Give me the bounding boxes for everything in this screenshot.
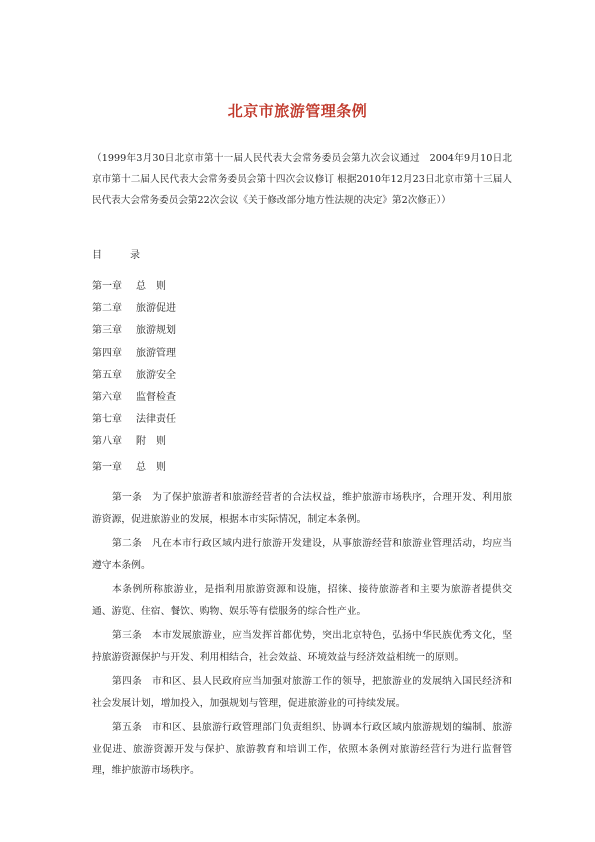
article-paragraph	[92, 625, 512, 668]
toc-chapter-number: 第七章	[92, 414, 122, 426]
article-paragraph	[92, 487, 512, 530]
toc-chapter-name: 总 则	[136, 281, 166, 292]
toc-item	[92, 409, 176, 431]
article-label: 第二条	[112, 538, 143, 549]
toc-chapter-name: 法律责任	[136, 414, 176, 426]
article-paragraph	[92, 717, 512, 782]
toc-chapter-name: 旅游规划	[136, 325, 176, 337]
chapter-name: 总 则	[136, 462, 166, 473]
toc-heading	[92, 246, 140, 261]
document-title: 北京市旅游管理条例	[227, 102, 368, 120]
chapter-number: 第一章	[92, 462, 122, 473]
chapter-heading	[92, 458, 166, 473]
toc-chapter-number: 第三章	[92, 325, 122, 337]
document-preamble: （1999年3月30日北京市第十一届人民代表大会常务委员会第九次会议通过 2004年9月10日北京市第十二届人民代表大会常务委员会第十四次会议修订 根据2010年12月23日北京市第十三届人民代表大会常务委员会第22次会议《关于修改部分地方性法规的决定》第2次修正））	[92, 153, 512, 206]
article-paragraph	[92, 533, 512, 576]
toc-chapter-number: 第一章	[92, 281, 122, 292]
article-text: 市和区、县旅游行政管理部门负责组织、协调本行政区域内旅游规划的编制、旅游业促进、旅游资源开发与保护、旅游教育和培训工作，依照本条例对旅游经营行为进行监督管理，维护旅游市场秩序。	[92, 722, 513, 776]
article-text: 凡在本市行政区域内进行旅游开发建设，从事旅游经营和旅游业管理活动，均应当遵守本条例。	[92, 538, 513, 571]
article-text: 市和区、县人民政府应当加强对旅游工作的领导，把旅游业的发展纳入国民经济和社会发展计划，增加投入，加强规划与管理，促进旅游业的可持续发展。	[92, 676, 513, 709]
toc-item	[92, 298, 176, 320]
toc-item	[92, 431, 176, 453]
toc-chapter-number: 第六章	[92, 391, 122, 403]
toc-item	[92, 343, 176, 365]
article-text: 本条例所称旅游业，是指利用旅游资源和设施，招徕、接待旅游者和主要为旅游者提供交通、游览、住宿、餐饮、购物、娱乐等有偿服务的综合性产业。	[92, 584, 512, 617]
toc-chapter-number: 第五章	[92, 369, 122, 381]
toc-item	[92, 365, 176, 387]
article-label: 第三条	[112, 630, 143, 641]
toc-chapter-name: 旅游促进	[136, 303, 176, 315]
chapter-body	[92, 487, 512, 782]
toc-chapter-name: 附 则	[136, 436, 166, 448]
toc-chapter-number: 第八章	[92, 436, 122, 448]
toc-heading-char-2: 录	[130, 250, 140, 261]
article-text: 为了保护旅游者和旅游经营者的合法权益，维护旅游市场秩序，合理开发、利用旅游资源，促进旅游业的发展，根据本市实际情况，制定本条例。	[92, 492, 513, 525]
article-paragraph	[92, 671, 512, 714]
toc-heading-char-1: 目	[92, 250, 102, 261]
article-label: 第一条	[112, 492, 143, 503]
toc-chapter-number: 第四章	[92, 347, 122, 359]
table-of-contents	[92, 276, 176, 454]
toc-item	[92, 387, 176, 409]
toc-item	[92, 276, 176, 298]
toc-item	[92, 320, 176, 342]
toc-chapter-name: 旅游管理	[136, 347, 176, 359]
toc-chapter-name: 旅游安全	[136, 369, 176, 381]
article-text: 本市发展旅游业，应当发挥首都优势，突出北京特色，弘扬中华民族优秀文化，坚持旅游资源保护与开发、利用相结合，社会效益、环境效益与经济效益相统一的原则。	[92, 630, 513, 663]
article-label: 第四条	[112, 676, 143, 687]
toc-chapter-name: 监督检查	[136, 391, 176, 403]
article-label: 第五条	[112, 722, 143, 733]
toc-chapter-number: 第二章	[92, 303, 122, 315]
article-paragraph	[92, 579, 512, 622]
